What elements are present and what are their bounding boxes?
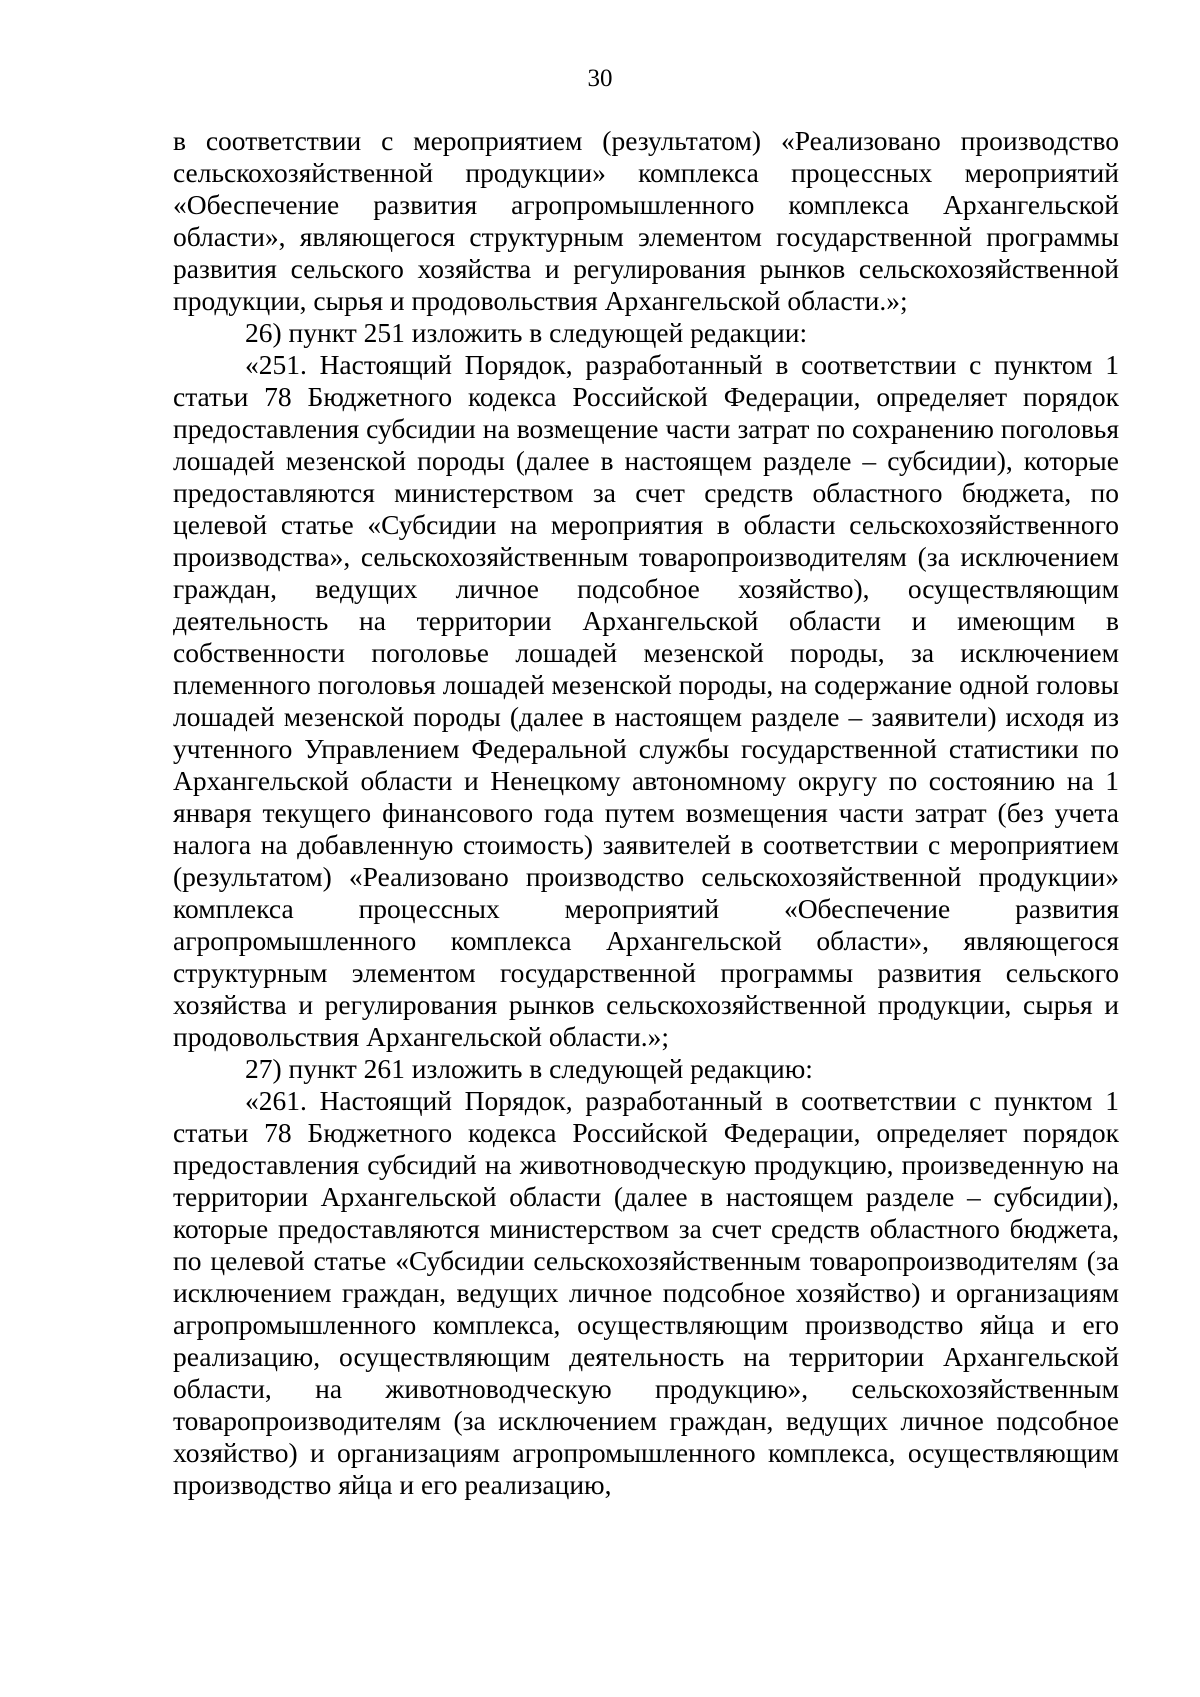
paragraph-3: «251. Настоящий Порядок, разработанный в соответствии с пунктом 1 статьи 78 Бюджетного кодекса Российской Федерации, определяет порядок предоставления субсидии на возмещение части затрат по сохранению поголовья лошадей мезенской породы (далее в настоящем разделе – субсидии), которые предоставляются министерством за счет средств областного бюджета, по целевой статье «Субсидии на мероприятия в области сельскохозяйственного производства», сельскохозяйственным товаропроизводителям (за исключением граждан, ведущих личное подсобное хозяйство), осуществляющим деятельность на территории Архангельской области и имеющим в собственности поголовье лошадей мезенской породы, за исключением племенного поголовья лошадей мезенской породы, на содержание одной головы лошадей мезенской породы (далее в настоящем разделе – заявители) исходя из учтенного Управлением Федеральной службы государственной статистики по Архангельской области и Ненецкому автономному округу по состоянию на 1 января текущего финансового года путем возмещения части затрат (без учета налога на добавленную стоимость) заявителей в соответствии с мероприятием (результатом) «Реализовано производство сельскохозяйственной продукции» комплекса процессных мероприятий «Обеспечение развития агропромышленного комплекса Архангельской области», являющегося структурным элементом государственной программы развития сельского хозяйства и регулирования рынков сельскохозяйственной продукции, сырья и продовольствия Архангельской области.»; bbox=[173, 349, 1119, 1052]
paragraph-2: 26) пункт 251 изложить в следующей редакции: bbox=[245, 317, 808, 348]
paragraph-4: 27) пункт 261 изложить в следующей редакцию: bbox=[245, 1053, 813, 1084]
paragraph-5: «261. Настоящий Порядок, разработанный в соответствии с пунктом 1 статьи 78 Бюджетного кодекса Российской Федерации, определяет порядок предоставления субсидий на животноводческую продукцию, произведенную на территории Архангельской области (далее в настоящем разделе – субсидии), которые предоставляются министерством за счет средств областного бюджета, по целевой статье «Субсидии сельскохозяйственным товаропроизводителям (за исключением граждан, ведущих личное подсобное хозяйство) и организациям агропромышленного комплекса, осуществляющим производство яйца и его реализацию, осуществляющим деятельность на территории Архангельской области, на животноводческую продукцию», сельскохозяйственным товаропроизводителям (за исключением граждан, ведущих личное подсобное хозяйство) и организациям агропромышленного комплекса, осуществляющим производство яйца и его реализацию, bbox=[173, 1085, 1119, 1500]
document-body bbox=[173, 125, 1119, 1501]
paragraph-1: в соответствии с мероприятием (результатом) «Реализовано производство сельскохозяйственной продукции» комплекса процессных мероприятий «Обеспечение развития агропромышленного комплекса Архангельской области», являющегося структурным элементом государственной программы развития сельского хозяйства и регулирования рынков сельскохозяйственной продукции, сырья и продовольствия Архангельской области.»; bbox=[173, 125, 1119, 316]
page-number: 30 bbox=[587, 65, 613, 92]
